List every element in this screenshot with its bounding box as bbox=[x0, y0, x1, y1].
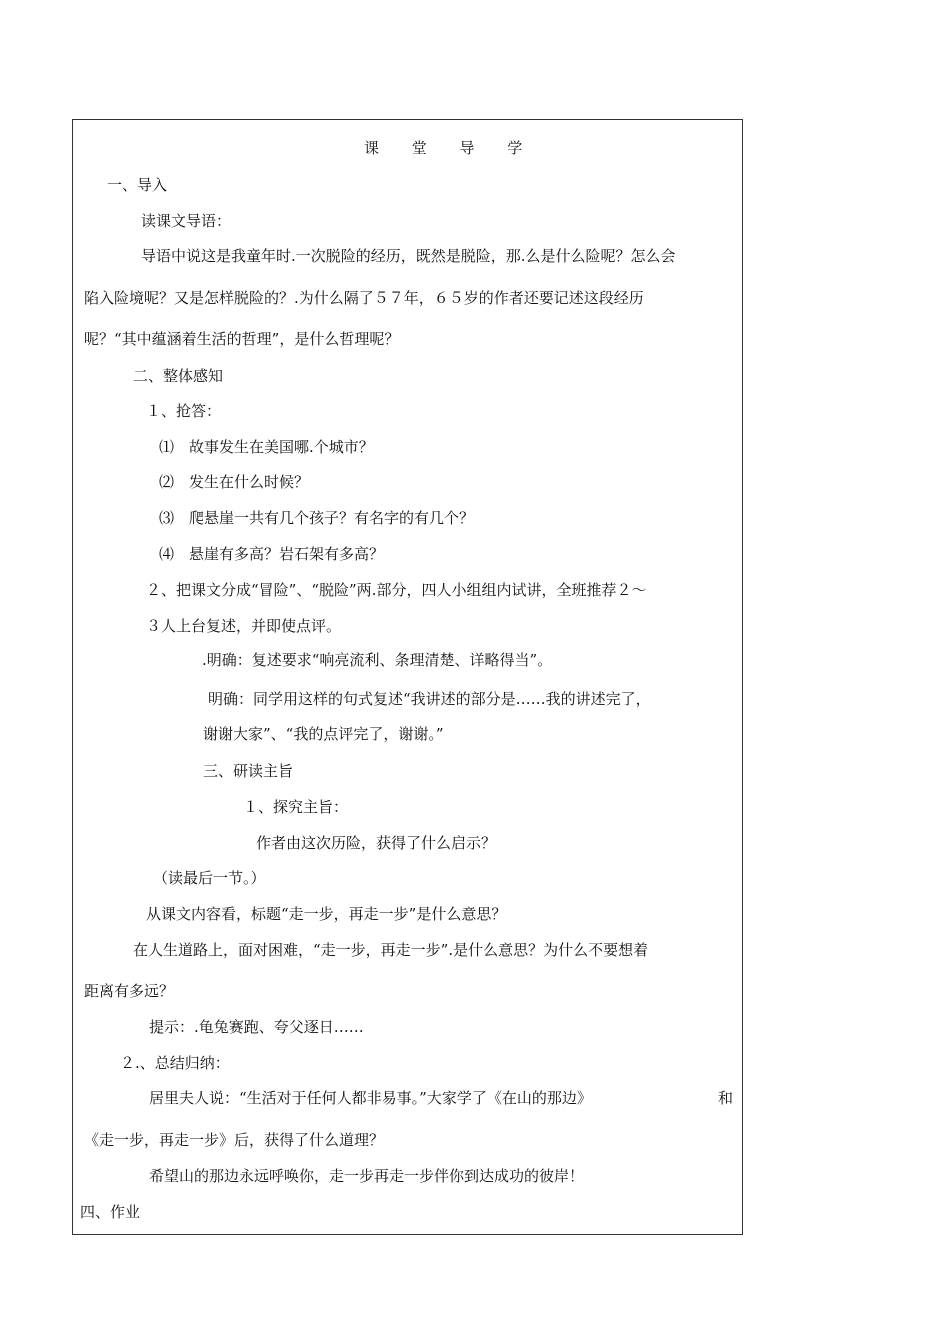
text-line: 明确：同学用这样的句式复述“我讲述的部分是……我的讲述完了， bbox=[208, 690, 651, 708]
text-line: 距离有多远？ bbox=[84, 982, 175, 1000]
text-line: ３人上台复述，并即使点评。 bbox=[146, 617, 342, 635]
text-line: 作者由这次历险，获得了什么启示？ bbox=[256, 834, 497, 852]
text-line: 导语中说这是我童年时.一次脱险的经历，既然是脱险，那.么是什么险呢？怎么会 bbox=[141, 247, 676, 265]
section-heading-homework: 四、作业 bbox=[80, 1203, 141, 1221]
text-line: 《走一步，再走一步》后，获得了什么道理？ bbox=[84, 1131, 385, 1149]
text-line: 读课文导语： bbox=[141, 212, 232, 230]
section-heading-overview: 二、整体感知 bbox=[133, 367, 224, 385]
text-line: 和 bbox=[718, 1089, 734, 1107]
list-item: ⑶ 爬悬崖一共有几个孩子？有名字的有几个？ bbox=[159, 509, 475, 527]
text-line: １、抢答： bbox=[146, 402, 222, 420]
text-line: 陷入险境呢？又是怎样脱险的？.为什么隔了５７年，６５岁的作者还要记述这段经历 bbox=[84, 289, 644, 307]
text-line: ２.、总结归纳： bbox=[120, 1054, 230, 1072]
text-line: 从课文内容看，标题“走一步，再走一步”是什么意思？ bbox=[146, 905, 507, 923]
text-line: .明确：复述要求“响亮流利、条理清楚、详略得当”。 bbox=[202, 651, 553, 669]
page-title: 课 堂 导 学 bbox=[364, 139, 537, 157]
list-item: ⑵ 发生在什么时候？ bbox=[159, 473, 310, 491]
section-heading-theme: 三、研读主旨 bbox=[203, 762, 294, 780]
text-line: 希望山的那边永远呼唤你，走一步再走一步伴你到达成功的彼岸！ bbox=[149, 1167, 585, 1185]
text-line: 在人生道路上，面对困难，“走一步，再走一步”.是什么意思？为什么不要想着 bbox=[133, 941, 649, 959]
list-item: ⑴ 故事发生在美国哪.个城市？ bbox=[159, 438, 374, 456]
text-line: 提示：.龟兔赛跑、夸父逐日…… bbox=[149, 1018, 364, 1036]
text-line: １、探究主旨： bbox=[243, 798, 349, 816]
text-line: 呢？“其中蕴涵着生活的哲理”，是什么哲理呢？ bbox=[84, 330, 400, 348]
text-line: 居里夫人说：“生活对于任何人都非易事。”大家学了《在山的那边》 bbox=[149, 1089, 592, 1107]
section-heading-intro: 一、导入 bbox=[107, 176, 168, 194]
text-line: 谢谢大家”、“我的点评完了，谢谢。” bbox=[203, 725, 444, 743]
list-item: ⑷ 悬崖有多高？岩石架有多高？ bbox=[159, 545, 385, 563]
text-line: （读最后一节。） bbox=[153, 869, 266, 887]
text-line: ２、把课文分成“冒险”、“脱险”两.部分，四人小组组内试讲，全班推荐２～ bbox=[146, 581, 647, 599]
